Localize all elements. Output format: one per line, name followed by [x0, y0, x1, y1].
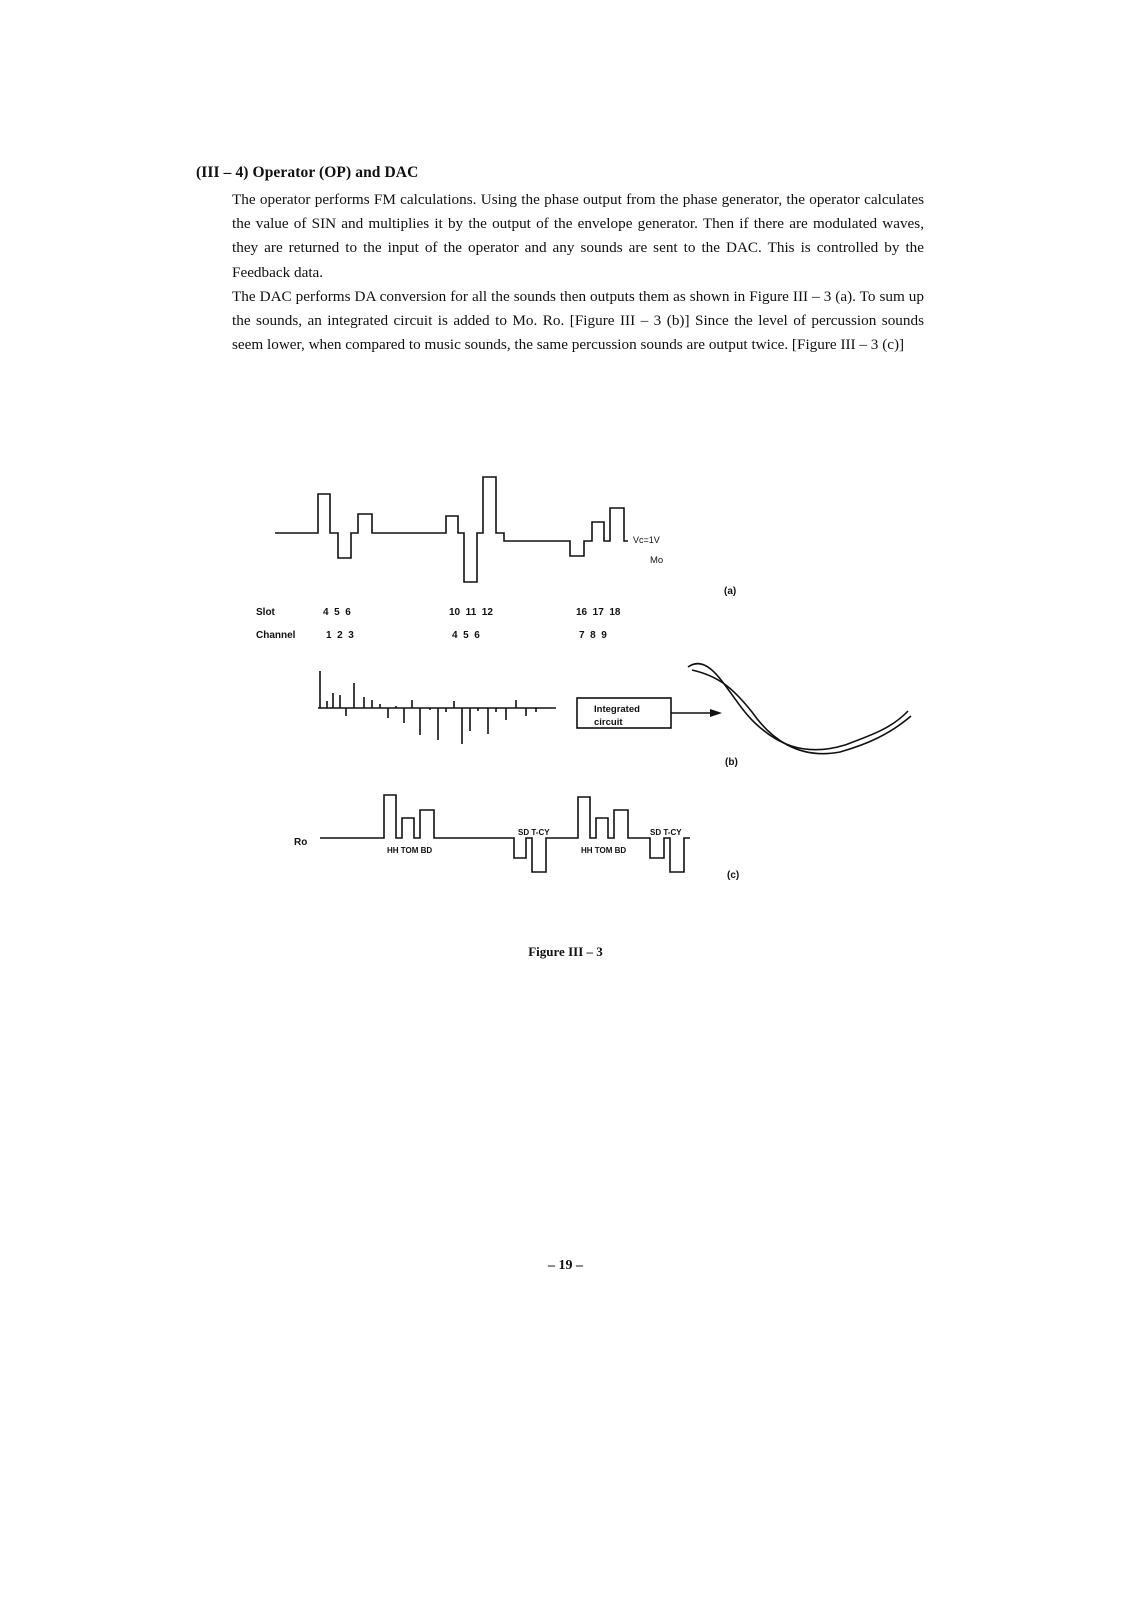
panel-a-tag: (a): [724, 586, 737, 597]
mo-waveform: [275, 477, 628, 582]
slot-group-2: 10 11 12: [449, 607, 493, 618]
mo-label: Mo: [650, 555, 664, 566]
panel-a: [275, 477, 628, 582]
panel-c: [320, 795, 690, 872]
panel-b-tag: (b): [725, 757, 738, 768]
ic-box-line-1: Integrated: [594, 704, 640, 715]
percussion-label-2b: SD T-CY: [650, 828, 682, 837]
slot-group-3: 16 17 18: [576, 607, 621, 618]
percussion-label-2a: HH TOM BD: [581, 846, 627, 855]
paragraph-operator: The operator performs FM calculations. Using the phase output from the phase generator, the operator calculates the value of SIN and multiplies it by the output of the envelope generator. Then if there are modulated waves, they are returned to the input of the operator and any sounds are sent to the DAC. This is controlled by the Feedback data.: [232, 191, 924, 281]
ic-box-line-2: circuit: [594, 717, 623, 728]
ro-label: Ro: [294, 837, 308, 848]
channel-group-3: 7 8 9: [579, 630, 607, 641]
slot-group-1: 4 5 6: [323, 607, 351, 618]
channel-label: Channel: [256, 630, 296, 641]
output-wave-b: [692, 670, 911, 754]
vc-label: Vc=1V: [633, 535, 660, 545]
figure-caption: Figure III – 3: [528, 944, 603, 959]
output-wave-a: [688, 664, 908, 750]
percussion-label-1a: HH TOM BD: [387, 846, 433, 855]
ro-waveform: [320, 795, 690, 872]
page-number: – 19 –: [548, 1258, 583, 1273]
slot-label: Slot: [256, 607, 275, 618]
section-heading: (III – 4) Operator (OP) and DAC: [196, 164, 419, 181]
ic-output-arrow-head: [710, 709, 722, 717]
panel-c-tag: (c): [727, 870, 740, 881]
channel-group-1: 1 2 3: [326, 630, 354, 641]
paragraph-dac: The DAC performs DA conversion for all the sounds then outputs them as shown in Figure III – 3 (a). To sum up the sounds, an integrated circuit is added to Mo. Ro. [Figure III – 3 (b)] Since the level of percussion sounds seem lower, when compared to music sounds, the same percussion sounds are output twice. [Figure III – 3 (c)]: [232, 287, 924, 354]
channel-group-2: 4 5 6: [452, 630, 480, 641]
percussion-label-1b: SD T-CY: [518, 828, 550, 837]
